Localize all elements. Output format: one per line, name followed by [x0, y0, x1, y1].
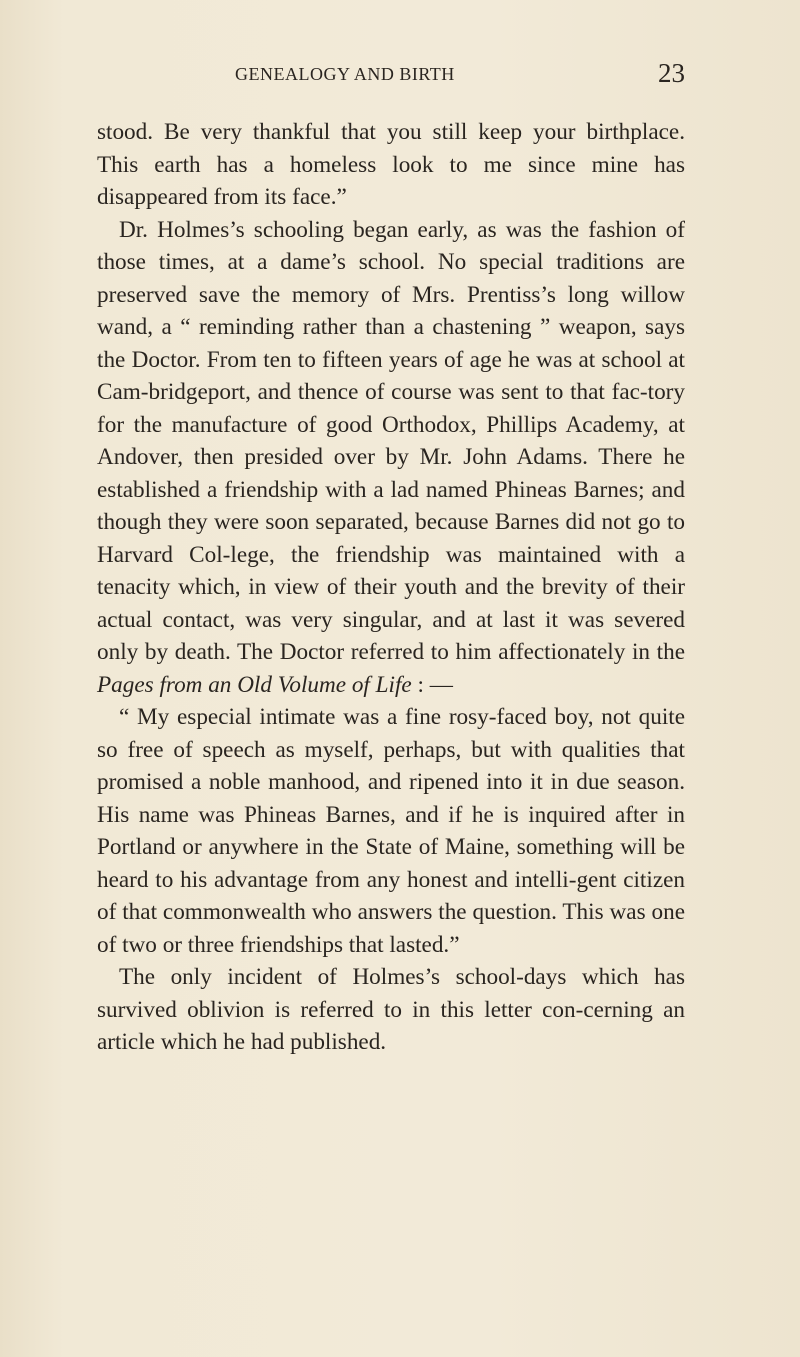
paragraph-1: stood. Be very thankful that you still keep your birthplace. This earth has a homeless look to me since mine has disappeared from its face.”: [97, 119, 685, 210]
running-head: GENEALOGY AND BIRTH: [235, 64, 455, 84]
paragraph-2: [97, 214, 685, 702]
page-number: 23: [658, 58, 685, 88]
body-text: [97, 116, 685, 1059]
paragraph-4: The only incident of Holmes’s school-days which has survived oblivion is referred to in this letter con-cerning an article which he had published.: [97, 964, 685, 1055]
paragraph-2-tail: : —: [411, 671, 453, 698]
paragraph-3-quote: “ My especial intimate was a fine rosy-faced boy, not quite so free of speech as myself, perhaps, but with qualities that promised a noble manhood, and ripened into it in due season. His name was Phineas Barnes, and if he is inquired after in Portland or anywhere in the State of Maine, something will be heard to his advantage from any honest and intelli-gent citizen of that commonwealth who answers the question. This was one of two or three friendships that lasted.”: [97, 704, 685, 958]
page-header: [205, 58, 685, 98]
paragraph-2-text: Dr. Holmes’s schooling began early, as was the fashion of those times, at a dame’s school. No special traditions are preserved save the memory of Mrs. Prentiss’s long willow wand, a “ reminding rather than a chastening ” weapon, says the Doctor. From ten to fifteen years of age he was at school at Cam-bridgeport, and thence of course was sent to that fac-tory for the manufacture of good Orthodox, Phillips Academy, at Andover, then presided over by Mr. John Adams. There he established a friendship with a lad named Phineas Barnes; and though they were soon separated, because Barnes did not go to Harvard Col-lege, the friendship was maintained with a tenacity which, in view of their youth and the brevity of their actual contact, was very singular, and at last it was severed only by death. The Doctor referred to him affectionately in the: [97, 216, 685, 665]
book-title: Pages from an Old Volume of Life: [97, 671, 412, 698]
